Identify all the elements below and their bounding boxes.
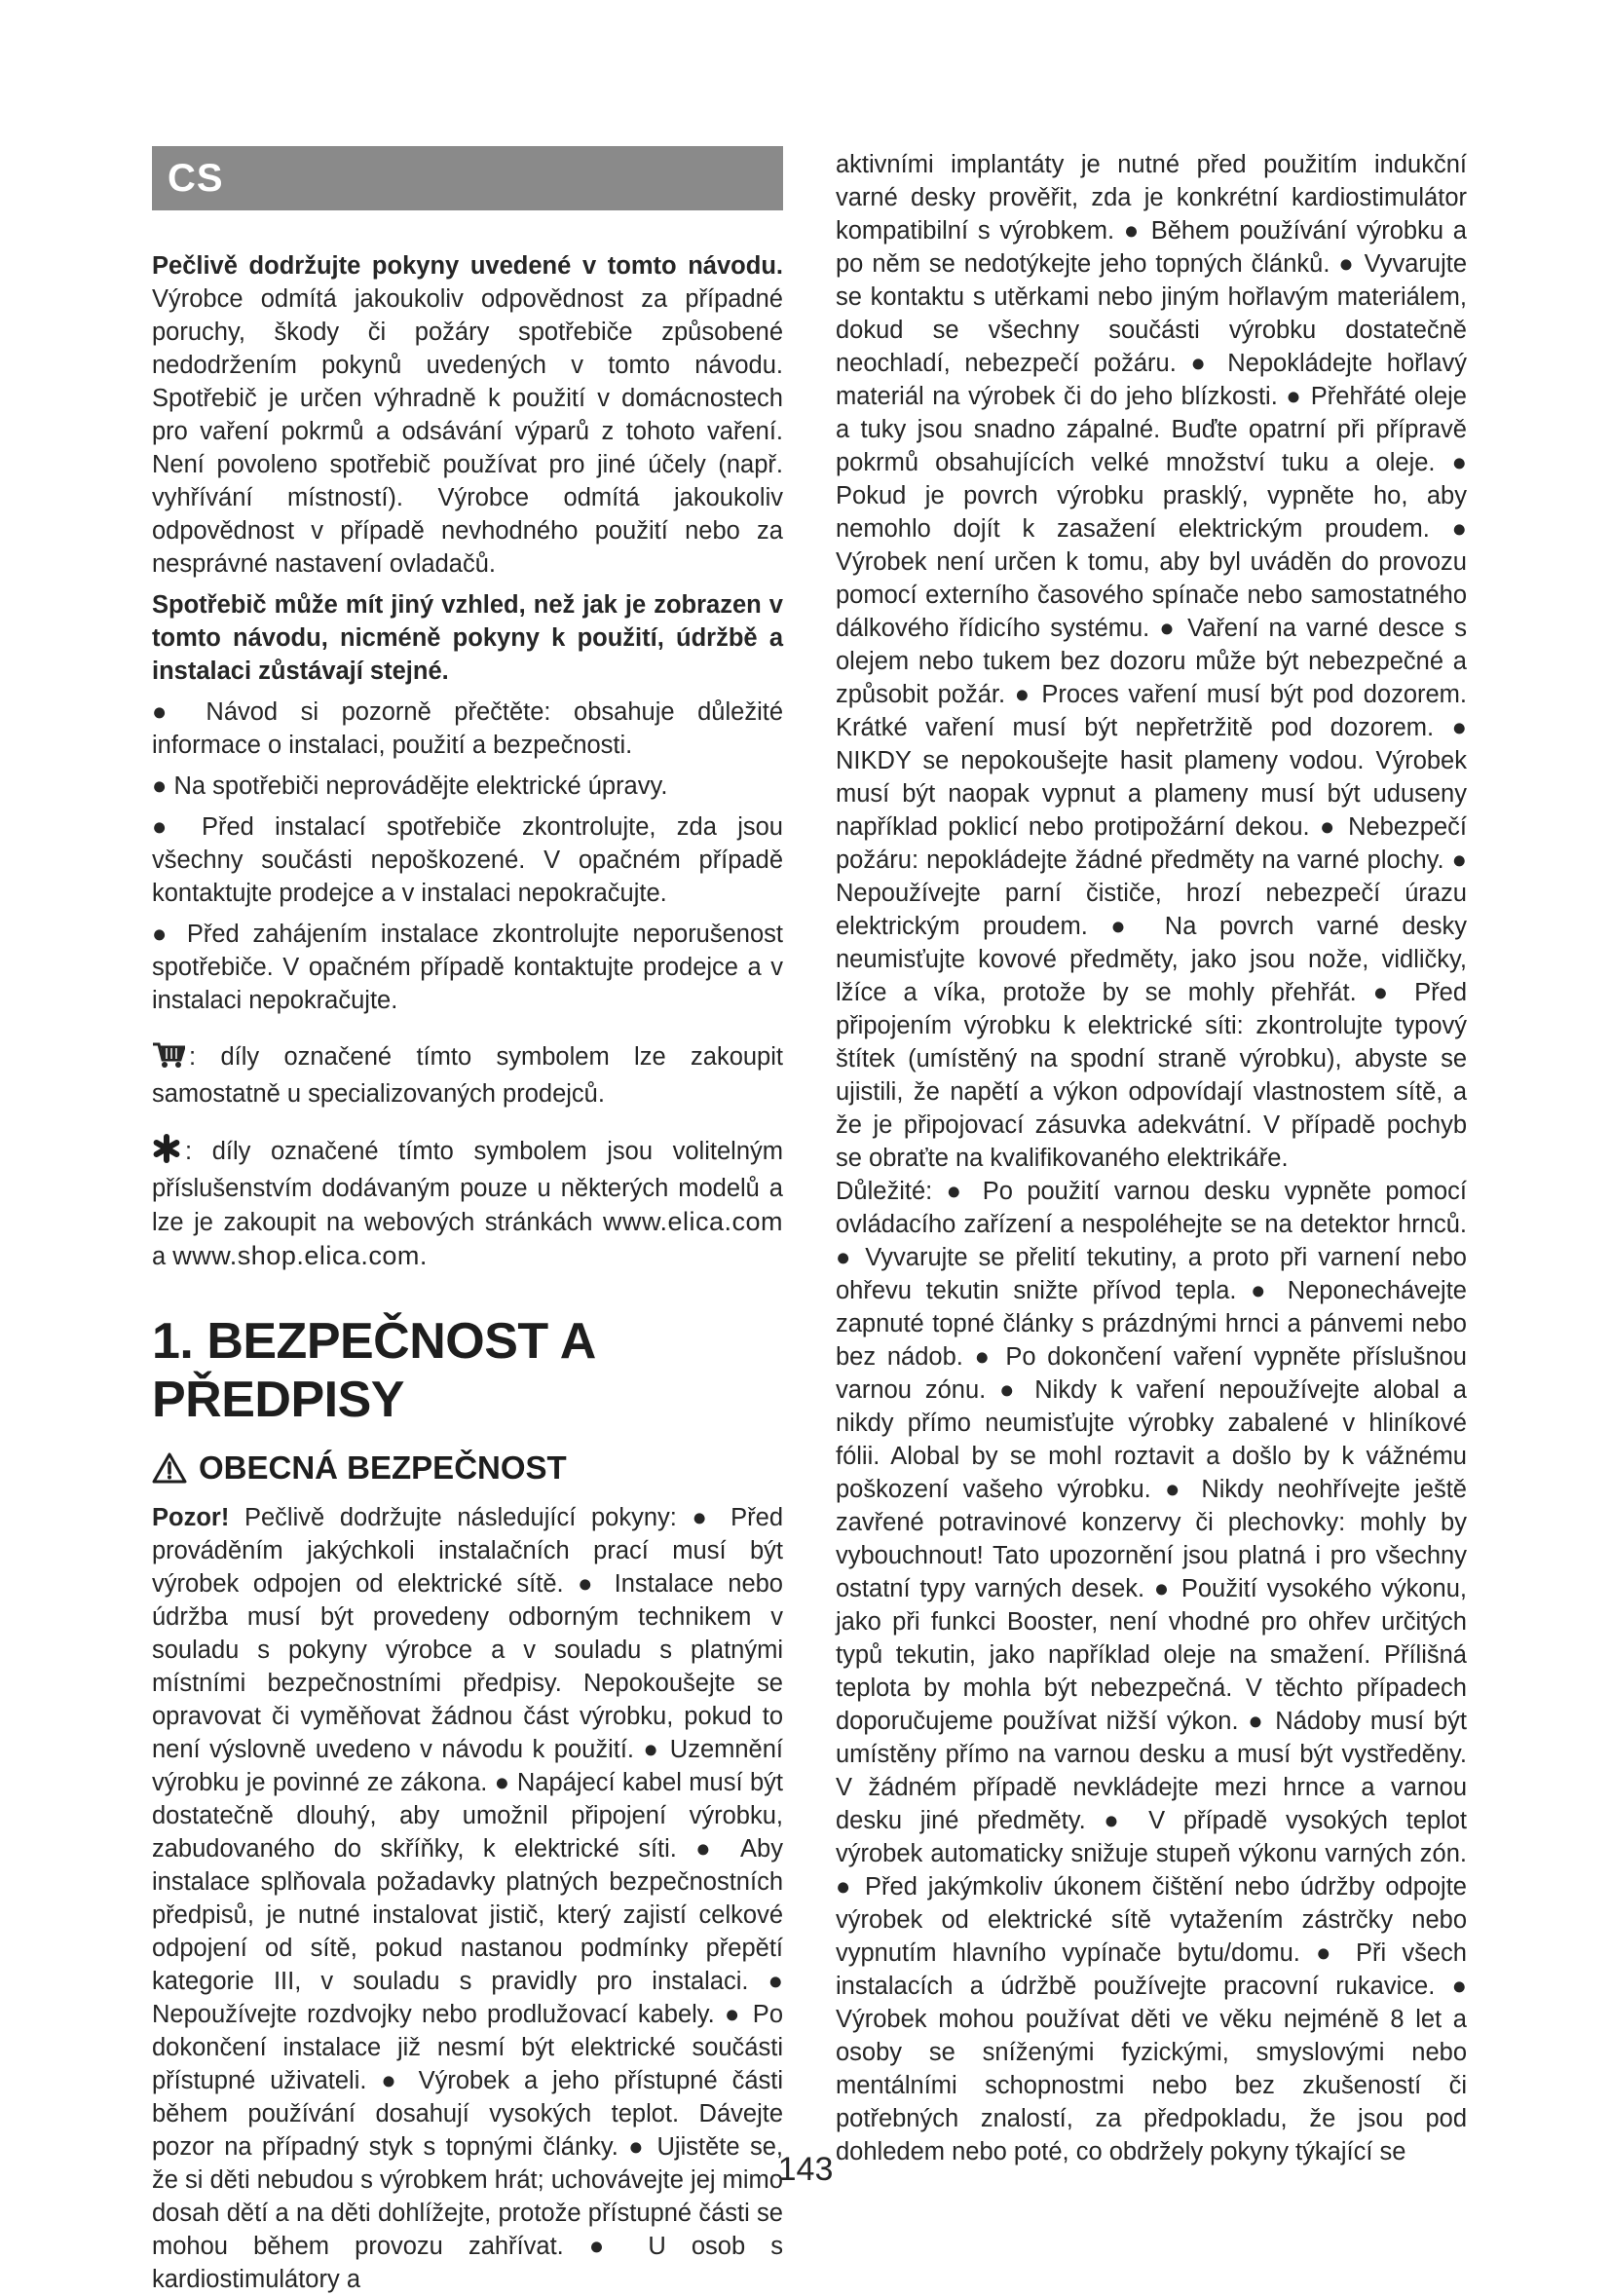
elica-url: www.elica.com bbox=[602, 1207, 784, 1236]
shop-url: www.shop.elica.com bbox=[172, 1241, 420, 1270]
bullet-item: ● Návod si pozorně přečtěte: obsahuje důležité informace o instalaci, použití a bezpečnosti. bbox=[152, 698, 783, 759]
warning-text: Pečlivě dodržujte následující pokyny: ● Před prováděním jakýchkoli instalačních prací musí být výrobek odpojen od elektrické sítě. ● Instalace nebo údržba musí být provedeny odborným technikem v souladu s pokyny výrobce a v souladu s platnými místními bezpečnostními předpisy. Nepokoušejte se opravovat či vyměňovat žádnou část výrobku, pokud to není výslovně uvedeno v návodu k použití. ● Uzemnění výrobku je povinné ze zákona. ● Napájecí kabel musí být dostatečně dlouhý, aby umožnil připojení výrobku, zabudovaného do skříňky, k elektrické síti. ● Aby instalace splňovala požadavky platných bezpečnostních předpisů, je nutné instalovat jistič, který zajistí celkové odpojení od sítě, pokud nastanou podmínky přepětí kategorie III, v souladu s pravidly pro instalaci. ● Nepoužívejte rozdvojky nebo prodlužovací kabely. ● Po dokončení instalace již nesmí být elektrické součásti přístupné uživateli. ● Výrobek a jeho přístupné části během používání dosahují vysokých teplot. Dávejte pozor na případný styk s topnými články. ● Ujistěte se, že si děti nebudou s výrobkem hrát; uchovávejte jej mimo dosah dětí a na děti dohlížejte, protože přístupné části se mohou během provozu zahřívat. ● U osob s kardiostimulátory a bbox=[152, 1504, 783, 2293]
cart-symbol-text: : díly označené tímto symbolem lze zakoupit samostatně u specializovaných prodejců. bbox=[152, 1043, 783, 1108]
cart-symbol-note bbox=[152, 1040, 783, 1110]
intro-bold: Pečlivě dodržujte pokyny uvedené v tomto návodu. bbox=[152, 252, 783, 280]
page-number: 143 bbox=[777, 2151, 834, 2188]
warning-triangle-icon bbox=[152, 1452, 187, 1484]
star-symbol-note bbox=[152, 1134, 783, 1273]
bullet-item: ● Před instalací spotřebiče zkontrolujte, zda jsou všechny součásti nepoškozené. V opačném případě kontaktujte prodejce a v instalaci nepokračujte. bbox=[152, 813, 783, 907]
appearance-note: Spotřebič může mít jiný vzhled, než jak je zobrazen v tomto návodu, nicméně pokyny k použití, údržbě a instalaci zůstávají stejné. bbox=[152, 591, 783, 685]
url-joiner: a bbox=[152, 1243, 167, 1270]
language-tag: CS bbox=[168, 157, 224, 200]
star-symbol-text: : díly označené tímto symbolem jsou volitelným příslušenstvím dodávaným pouze u některých modelů a lze je zakoupit na webových stránkách bbox=[152, 1138, 783, 1236]
section-title: 1. BEZPEČNOST A PŘEDPISY bbox=[152, 1313, 594, 1428]
shopping-cart-icon bbox=[152, 1041, 185, 1077]
right-paragraph-a: aktivními implantáty je nutné před použitím indukční varné desky prověřit, zda je konkrétní kardiostimulátor kompatibilní s výrobkem. ● Během používání výrobku a po něm se nedotýkejte jeho topných článků. ● Vyvarujte se kontaktu s utěrkami nebo jiným hořlavým materiálem, dokud se všechny součásti výrobku dostatečně neochladí, nebezpečí požáru. ● Nepokládejte hořlavý materiál na výrobek či do jeho blízkosti. ● Přehřáté oleje a tuky jsou snadno zápalné. Buďte opatrní při přípravě pokrmů obsahujících velké množství tuku a oleje. ● Pokud je povrch výrobku prasklý, vypněte ho, aby nemohlo dojít k zasažení elektrickým proudem. ● Výrobek není určen k tomu, aby byl uváděn do provozu pomocí externího časového spínače nebo samostatného dálkového řídicího systému. ● Vaření na varné desce s olejem nebo tukem bez dozoru může být nebezpečné a způsobit požár. ● Proces vaření musí být pod dozorem. Krátké vaření musí být nepřetržitě pod dozorem. ● NIKDY se nepokoušejte hasit plameny vodou. Výrobek musí být naopak vypnut a plameny musí být uduseny například poklicí nebo protipožární dekou. ● Nebezpečí požáru: nepokládejte žádné předměty na varné plochy. ● Nepoužívejte parní čističe, hrozí nebezpečí úrazu elektrickým proudem. ● Na povrch varné desky neumisťujte kovové předměty, jako jsou nože, vidličky, lžíce a víka, protože by se mohly přehřát. ● Před připojením výrobku k elektrické síti: zkontrolujte typový štítek (umístěný na spodní straně výrobku), abyste se ujistili, že napětí a výkon odpovídají vlastnostem sítě, a že je připojovací zásuvka adekvátní. V případě pochyb se obraťte na kvalifikovaného elektrikáře. bbox=[836, 151, 1467, 1172]
warning-label: Pozor! bbox=[152, 1504, 230, 1531]
bullet-item: ● Na spotřebiči neprovádějte elektrické úpravy. bbox=[152, 772, 668, 800]
subsection-title-row bbox=[152, 1449, 783, 1487]
language-tag-bar bbox=[152, 146, 783, 210]
subsection-title: OBECNÁ BEZPEČNOST bbox=[199, 1449, 567, 1486]
bullet-item: ● Před zahájením instalace zkontrolujte neporušenost spotřebiče. V opačném případě kontaktujte prodejce a v instalaci nepokračujte. bbox=[152, 921, 783, 1014]
right-column bbox=[836, 148, 1467, 2168]
asterisk-icon bbox=[152, 1134, 181, 1172]
right-paragraph-b: Důležité: ● Po použití varnou desku vypněte pomocí ovládacího zařízení a nespoléhejte se na detektor hrnců. ● Vyvarujte se přelití tekutiny, a proto při varnení nebo ohřevu tekutin snižte přívod tepla. ● Neponechávejte zapnuté topné články s prázdnými hrnci a pánvemi nebo bez nádob. ● Po dokončení vaření vypněte příslušnou varnou zónu. ● Nikdy k vaření nepoužívejte alobal a nikdy přímo neumisťujte výrobky zabalené v hliníkové fólii. Alobal by se mohl roztavit a došlo by k vážnému poškození vašeho výrobku. ● Nikdy neohřívejte ještě zavřené potravinové konzervy či plechovky: mohly by vybouchnout! Tato upozornění jsou platná i pro všechny ostatní typy varných desek. ● Použití vysokého výkonu, jako při funkci Booster, není vhodné pro ohřev určitých typů tekutin, jako například oleje na smažení. Přílišná teplota by mohla být nebezpečná. V těchto případech doporučujeme používat nižší výkon. ● Nádoby musí být umístěny přímo na varnou desku a musí být vystředěny. V žádném případě nevkládejte mezi hrnce a varnou desku jiné předměty. ● V případě vysokých teplot výrobek automaticky snižuje stupeň výkonu varných zón. ● Před jakýmkoliv úkonem čištění nebo údržby odpojte výrobek od elektrické sítě vytažením zástrčky nebo vypnutím hlavního vypínače bytu/domu. ● Při všech instalacích a údržbě používejte pracovní rukavice. ● Výrobek mohou používat děti ve věku nejméně 8 let a osoby se sníženými fyzickými, smyslovými nebo mentálními schopnostmi nebo bez zkušeností či potřebných znalostí, za předpokladu, že jsou pod dohledem nebo poté, co obdržely pokyny týkající se bbox=[836, 1178, 1467, 2165]
left-column bbox=[152, 146, 783, 2296]
intro-text: Výrobce odmítá jakoukoliv odpovědnost za případné poruchy, škody či požáry spotřebiče způsobené nedodržením pokynů uvedených v tomto návodu. Spotřebič je určen výhradně k použití v domácnostech pro vaření pokrmů a odsávání výparů z tohoto vaření. Není povoleno spotřebič používat pro jiné účely (např. vyhřívání místností). Výrobce odmítá jakoukoliv odpovědnost v případě nevhodného použití nebo za nesprávné nastavení ovladačů. bbox=[152, 285, 783, 578]
url-end: . bbox=[419, 1241, 428, 1270]
